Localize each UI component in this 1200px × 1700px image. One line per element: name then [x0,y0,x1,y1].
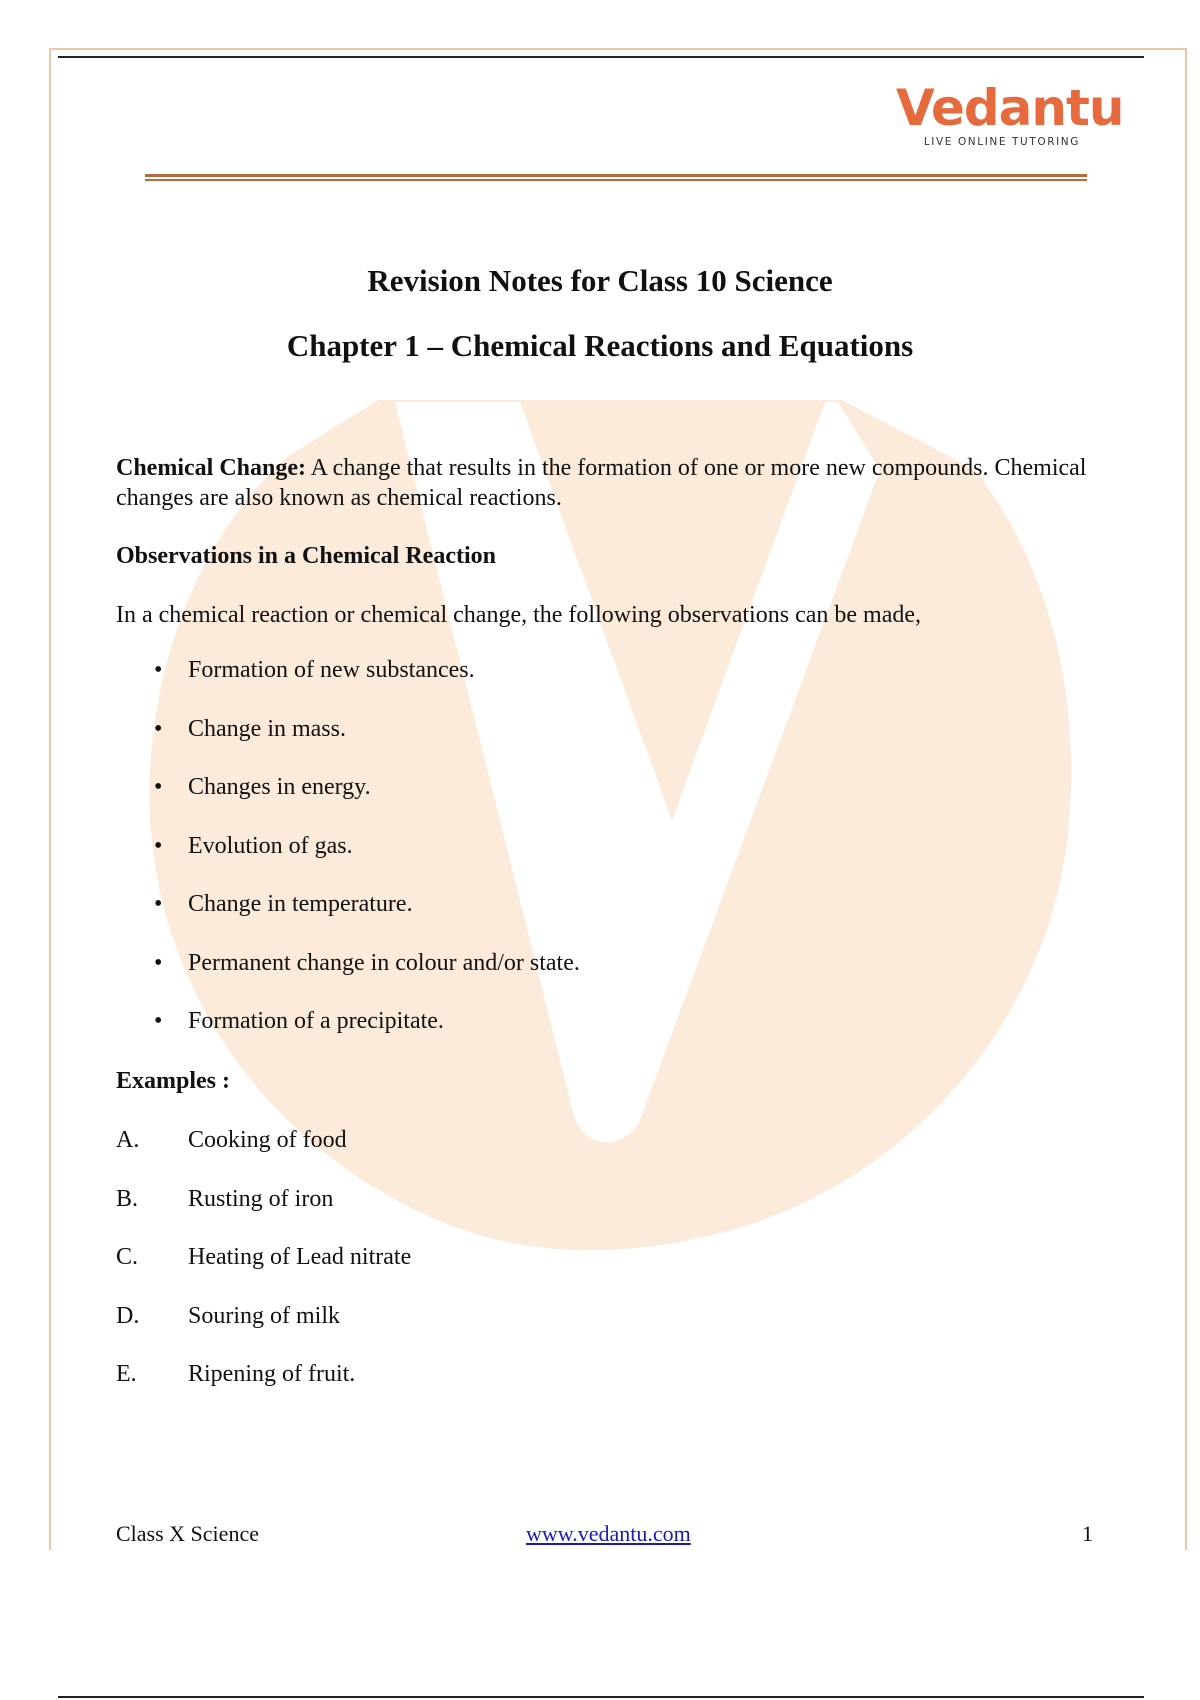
examples-heading: Examples : [116,1068,230,1094]
example-text: Cooking of food [188,1127,347,1153]
footer-class-label: Class X Science [116,1521,259,1546]
chapter-title: Chapter 1 – Chemical Reactions and Equations [286,328,914,363]
bullet-icon: • [154,891,163,917]
watermark-v-shape [149,400,1071,1250]
bottom-rule [58,1696,1144,1698]
chemical-change-definition [116,453,1096,513]
logo-tagline: LIVE ONLINE TUTORING [923,136,1080,148]
example-text: Heating of Lead nitrate [188,1244,412,1270]
list-item-text: Permanent change in colour and/or state. [188,949,580,976]
bullet-icon: • [154,832,163,859]
example-text: Souring of milk [188,1302,341,1329]
bullet-icon: • [154,1008,163,1034]
bullet-icon: • [154,715,163,742]
header-rule-secondary [145,179,1087,181]
logo-wordmark: Vedantu [896,79,1124,137]
list-item-text: Evolution of gas. [188,832,353,859]
definition-term: Chemical Change: [116,455,306,481]
list-item-text: Change in temperature. [188,891,413,917]
example-text: Ripening of fruit. [188,1361,356,1387]
observations-heading: Observations in a Chemical Reaction [116,543,496,569]
example-letter: D. [116,1302,140,1329]
example-letter: B. [116,1185,139,1212]
header-rule [145,174,1087,177]
example-letter: C. [116,1244,139,1270]
list-item-text: Change in mass. [188,715,346,742]
bullet-icon: • [154,657,163,683]
example-letter: A. [116,1127,140,1153]
list-item-text: Formation of new substances. [188,657,475,683]
list-item-text: Changes in energy. [188,774,371,800]
definition-text: A change that results in the formation of one or more new compounds. Chemical changes are also known as chemical reactions. [116,455,1087,511]
example-text: Rusting of iron [188,1185,334,1212]
observations-intro: In a chemical reaction or chemical change, the following observations can be made, [116,602,921,628]
page-number: 1 [1082,1521,1093,1546]
example-letter: E. [116,1361,137,1387]
document-title: Revision Notes for Class 10 Science [367,263,833,298]
vedantu-logo [896,79,1124,148]
bullet-icon: • [154,949,163,976]
list-item-text: Formation of a precipitate. [188,1008,444,1034]
bullet-icon: • [154,774,163,800]
footer-website-link[interactable]: www.vedantu.com [526,1521,691,1546]
